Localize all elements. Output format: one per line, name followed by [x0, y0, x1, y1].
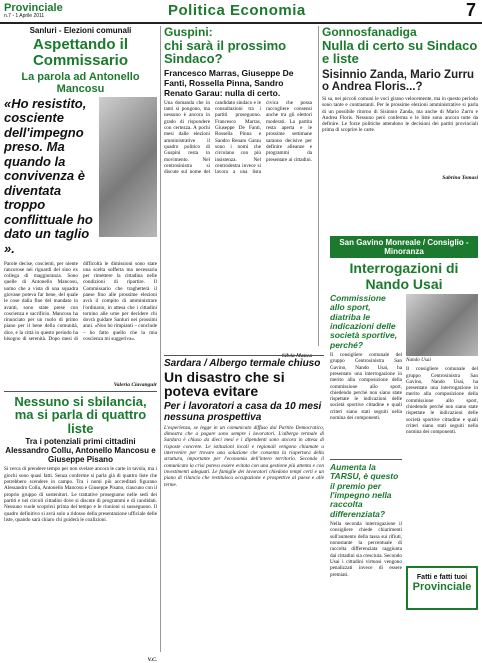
- article-title-middle: chi sarà il prossimo Sindaco?: [164, 37, 287, 67]
- page-number: 7: [465, 0, 476, 20]
- article-body: Parole decise, coscienti, per niente rancorose nei riguardi del sino ex collega di maggioranza. Sono quelle di Antonello Mancosu, uomo che a vista di una squadra giovane poteva far bene, del quale le cose dalla fine del mandato in avanti, sono state prese con coscienza e sacrificio. Mancosu ha rinunciato per un ruolo di primo piano per il bene della comunità, dice, e la città in questo periodo ha bisogno di serenità. Dopo mesi di difficoltà le dimissioni sono state una scelta sofferta ma necessaria per rimettere la cittadina nelle condizioni di ripartire. Il Commissario che traghetterà il paese fino alle prossime elezioni avrà il compito di amministrare l'ordinario, in attesa che i cittadini tornino alle urne per decidere chi dovrà guidare Sanluri nei prossimi anni. «Non ho rimpianti – conclude – ho fatto quello che la mia coscienza mi suggeriva».: [4, 260, 157, 343]
- article-kicker-middle: Guspini:: [164, 25, 213, 39]
- photo-caption: Nando Usai: [406, 357, 431, 363]
- article-subtitle-sardara: Per i lavoratori a casa da 10 mesi nessuna prospettiva: [164, 400, 322, 423]
- article-body-right: Si sa, nei piccoli comuni le voci girano velocemente, ma in questo periodo sono tante e contrastanti. Per le prossime elezioni amministrative si parla di un possibile ritorno di Sisinnio Zanda, ma anche di Mario Zurru e Andrea Floris. Nessuno però conferma e le liste sono ancora tutte da definire. Le forze politiche attendono le decisioni dei partiti provinciali prima di scoprire le carte.: [322, 96, 478, 134]
- usai-photo: [406, 294, 478, 356]
- article-title-sardara: Un disastro che si poteva evitare: [164, 368, 285, 400]
- issue-date: n.7 - 1 Aprile 2011: [4, 13, 45, 19]
- article-kicker-right: Gonnosfanadiga: [322, 25, 417, 39]
- pull-quote-1: Commissione allo sport, diatriba le indicazioni delle società sportive, perché?: [330, 293, 398, 350]
- usai-article: [330, 236, 478, 651]
- article-title: Aspettando il Commissario: [32, 36, 129, 69]
- article-body-sardara: L'esperienza, se legge in un comunicato diffuso dal Partito Democratico, dimostra che a pagare sono sempre i lavoratori. L'albergo termale di Sardara è chiuso da dieci mesi e i dipendenti sono ancora in attesa di risposte concrete. Le istituzioni locali e regionali vengono chiamate a intervenire per trovare una soluzione che consenta la riapertura della struttura, importante per l'economia dell'intero territorio. Secondo il comunicato la crisi poteva essere evitata con una gestione più attenta e con investimenti adeguati. Le famiglie dei lavoratori chiedono tempi certi e un piano di rilancio che restituisca occupazione e prospettive al paese e alle terme.: [164, 424, 324, 488]
- article-kicker: Sanluri - Elezioni comunali: [29, 26, 132, 35]
- pull-quote-2: Aumenta la TARSU, è questo il premio per l'impegno nella raccolta differenziata?: [330, 462, 399, 519]
- middle-column: [164, 26, 312, 359]
- page-header: [0, 0, 482, 24]
- column-divider: [160, 26, 161, 652]
- advert-line-2: Provinciale: [412, 581, 472, 594]
- article-kicker-sardara: Sardara / Albergo termale chiuso: [164, 358, 321, 369]
- right-column: [322, 26, 478, 181]
- newspaper-logo: Provinciale: [4, 2, 63, 14]
- article-title-right: Nulla di certo su Sindaco e liste: [322, 37, 478, 67]
- article-title-2: Nessuno si sbilancia, ma si parla di quattro liste: [14, 393, 147, 436]
- article-subtitle-right: Sisinnio Zanda, Mario Zurru o Andrea Floris...?: [322, 68, 475, 93]
- article-subtitle-middle: Francesco Marras, Giuseppe De Fanti, Rossella Pinna, Sandro Renato Garau: nulla di certo.: [164, 67, 294, 98]
- advert-box: [406, 566, 478, 610]
- divider: [4, 391, 157, 392]
- sardara-article: [164, 352, 324, 647]
- section-band: San Gavino Monreale / Consiglio - Minoranza: [330, 236, 478, 258]
- article-signature-2: V.C.: [147, 657, 157, 663]
- article-body-middle: Una domanda che in tanti si pongono, ma nessuno è ancora in grado di rispondere con certezza. A pochi mesi dalle elezioni amministrative il quadro politico di Guspini resta in movimento. Nel centrosinistra si discute sul nome del candidato sindaco e le consultazioni tra i partiti proseguono. Francesco Marras, Giuseppe De Fanti, Rossella Pinna e Sandro Renato Garau sono i nomi che circolano con più insistenza. Nel centrodestra invece si lavora a una lista civica che possa raccogliere consensi anche tra gli elettori moderati. La partita resta aperta e le prossime settimane saranno decisive per definire alleanze e programmi da presentare ai cittadini.: [164, 99, 312, 176]
- article-subtitle: La parola ad Antonello Mancosu: [21, 70, 140, 95]
- section-title: Politica Economia: [168, 2, 306, 19]
- article-body-usai-1: Il consigliere comunale del gruppo Centrosinistra San Gavino, Nando Usai, ha presentato una interrogazione in merito alla composizione della commissione allo sport, chiedendo perché non siano state rispettate le indicazioni delle società sportive cittadine e quali criteri siano stati seguiti nella nomina dei componenti.: [330, 352, 402, 422]
- divider: [330, 459, 402, 460]
- article-body-usai-2: Nella seconda interrogazione il consigliere chiede chiarimenti sull'aumento della tassa sui rifiuti, nonostante la percentuale di raccolta differenziata raggiunta dai cittadini sia cresciuta. Secondo Usai i cittadini virtuosi vengono penalizzati invece di essere premiati.: [330, 521, 402, 578]
- article-signature-middle: Silvia Manca: [281, 352, 312, 359]
- column-divider: [318, 26, 319, 346]
- article-title-usai: Interrogazioni di Nando Usai: [349, 260, 459, 292]
- pull-quote: «Ho resistito, cosciente dell'impegno preso. Ma quando la convivenza è diventata troppo conflittuale ho dato un taglio ».: [4, 95, 93, 256]
- article-body-usai-3: Il consigliere comunale del gruppo Centrosinistra San Gavino, Nando Usai, ha presentato una interrogazione in merito alla composizione della commissione allo sport, chiedendo perché non siano state rispettate le indicazioni delle società sportive cittadine e quali criteri siano stati seguiti nella nomina dei componenti.: [406, 366, 478, 436]
- article-body-2: Si cerca di prendere tempo per non svelare ancora le carte in tavola, ma i giochi sono quasi fatti. Senza conferme si parla già di quattro liste che potrebbero scendere in campo. Tra i nomi più accreditati figurano Alessandro Collu, Antonello Mancosu e Giuseppe Pisano, ciascuno con il proprio gruppo di sostenitori. Le trattative proseguono nelle sedi dei partiti e nei circoli cittadini dove si discute di programmi e di candidati. Nessuno vuole scoprirsi prima del tempo e le riunioni si susseguono. Il quadro definitivo si avrà solo a ridosso della presentazione ufficiale delle liste, quando sarà chiaro chi guiderà le coalizioni.: [4, 466, 157, 523]
- article-signature-right: Sabrina Tomasi: [442, 175, 478, 181]
- article-signature: Valeria Ciavanguir: [113, 381, 157, 388]
- divider: [164, 355, 324, 356]
- left-column: [4, 26, 157, 663]
- portrait-photo: [99, 97, 157, 237]
- advert-line-1: Fatti e fatti tuoi: [416, 574, 468, 582]
- article-subtitle-2: Tra i potenziali primi cittadini Alessandro Collu, Antonello Mancosu e Giuseppe Pisano: [5, 437, 156, 465]
